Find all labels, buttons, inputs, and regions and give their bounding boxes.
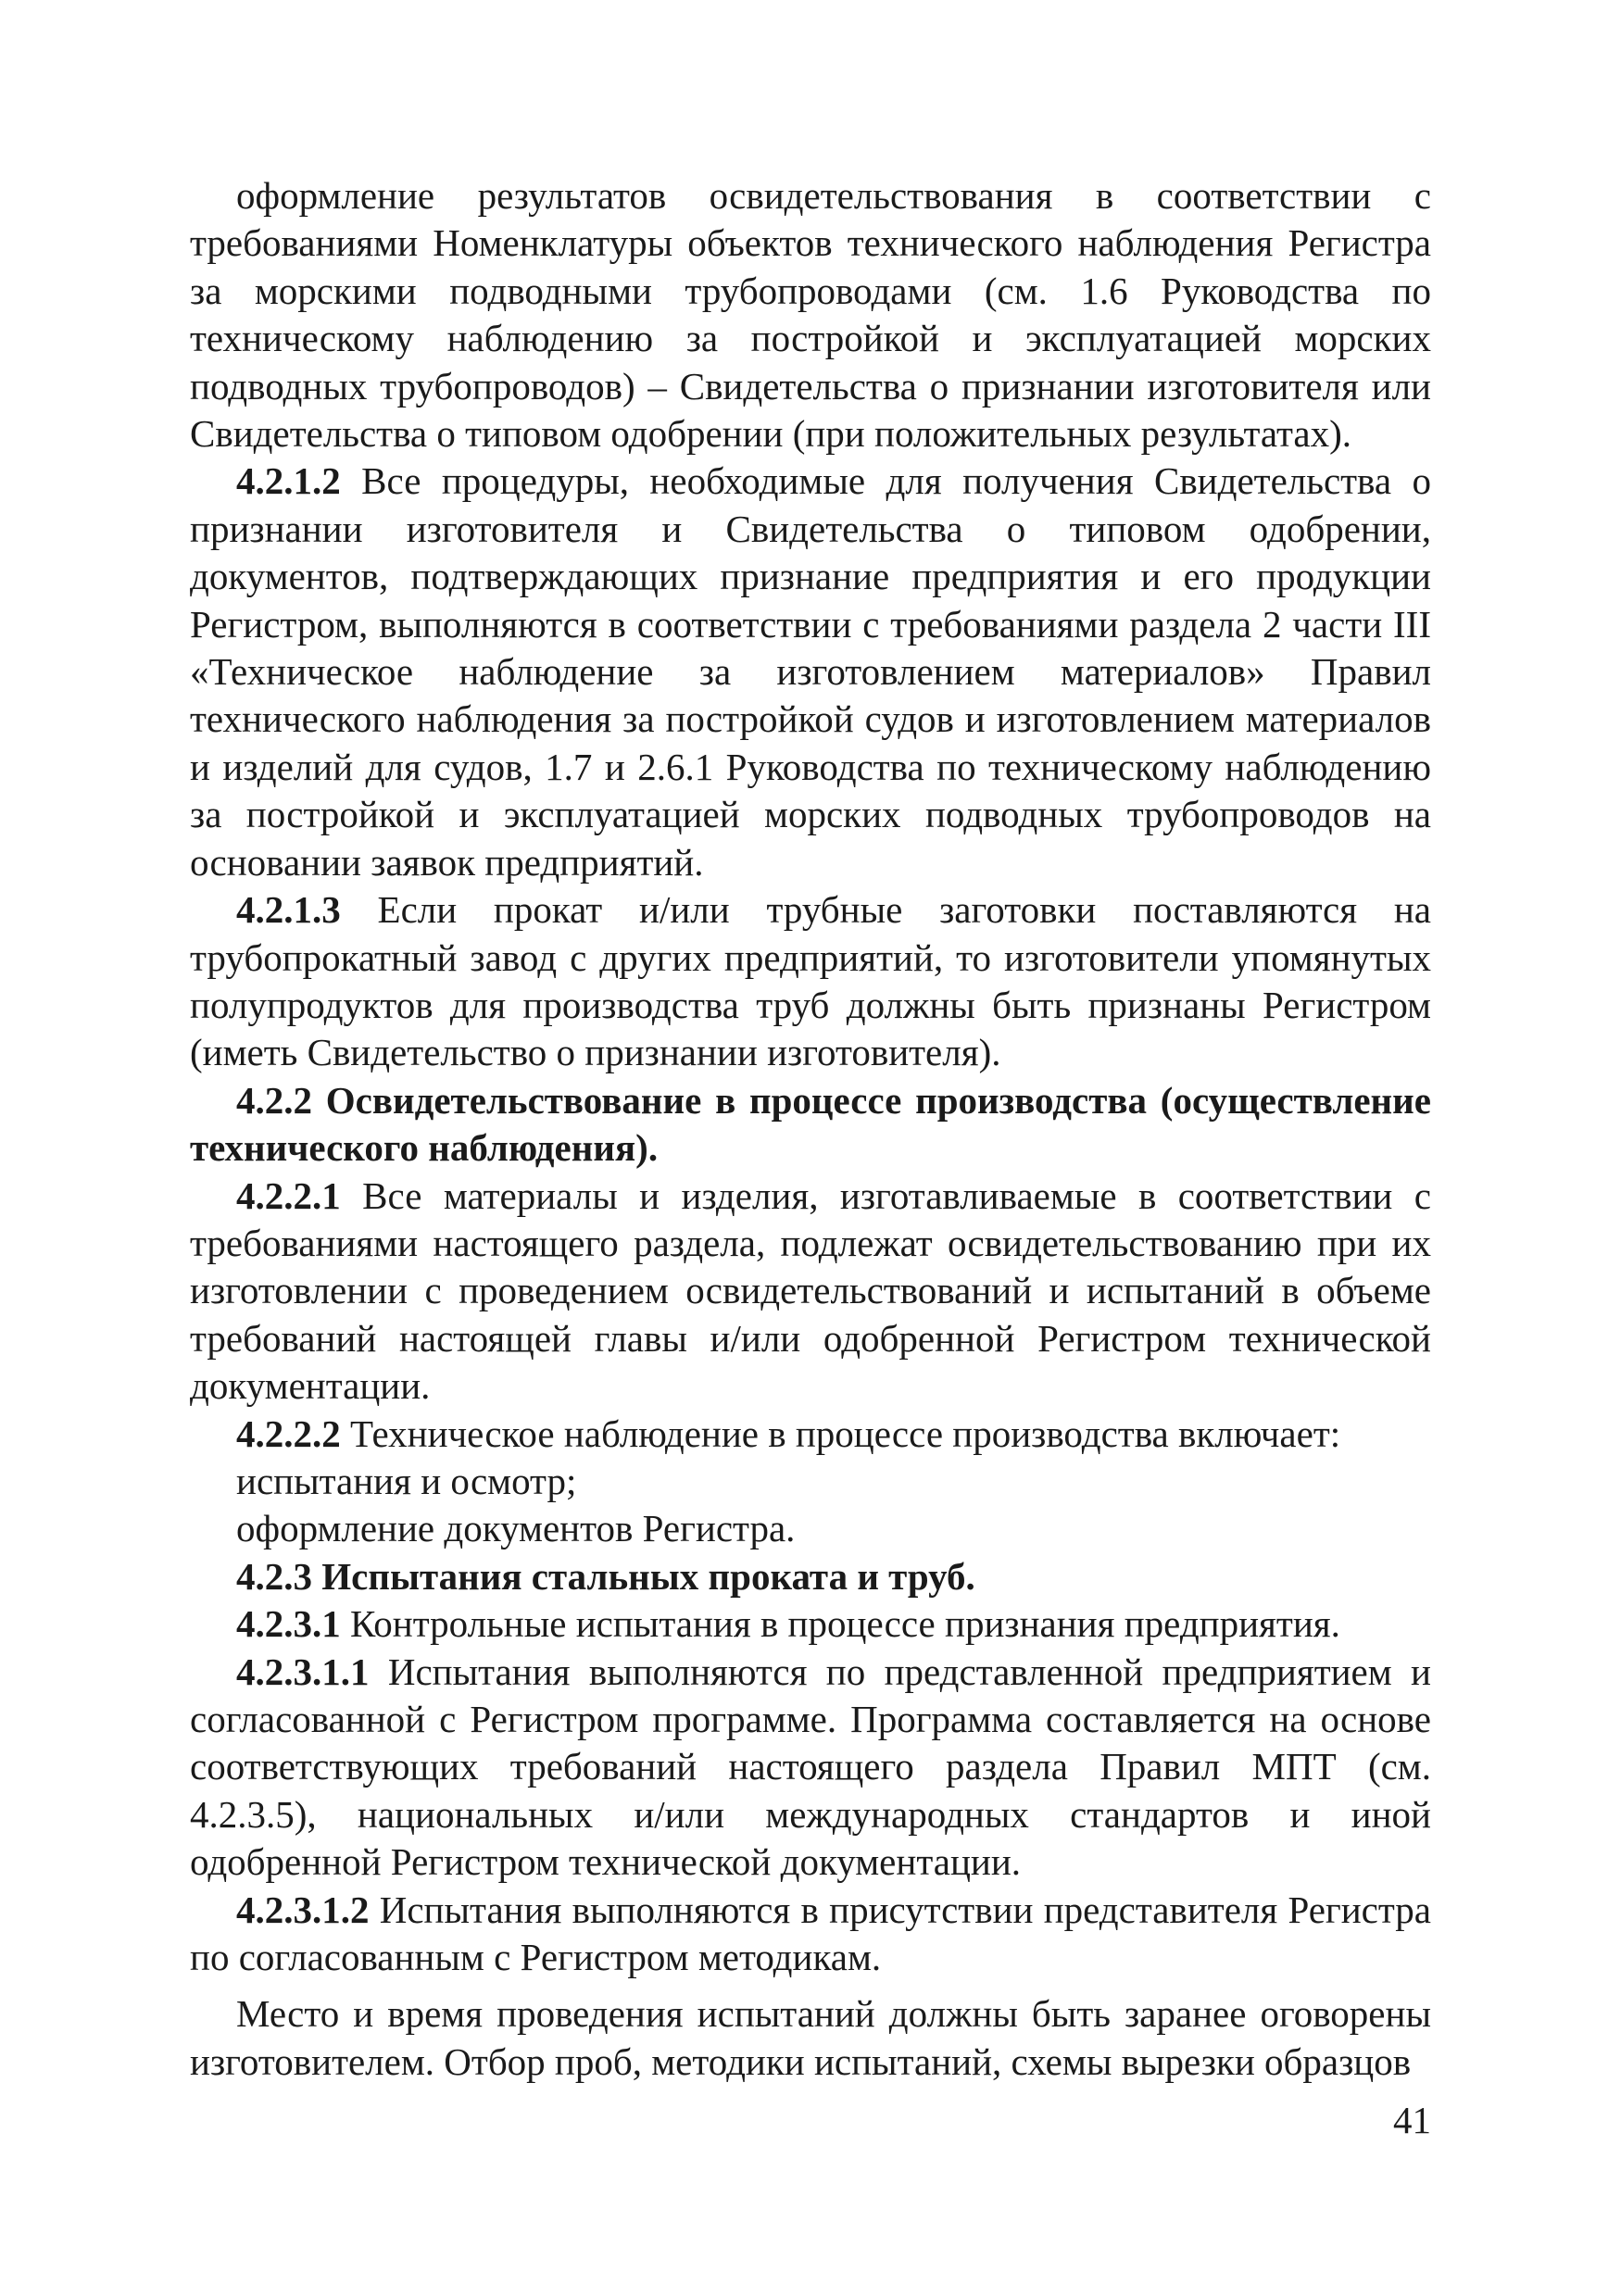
paragraph-4-2-3-1-1 (190, 1649, 1431, 1887)
heading-4-2-3 (190, 1553, 1431, 1600)
paragraph-test-location (190, 1990, 1431, 2086)
page-number: 41 (1393, 2099, 1431, 2141)
section-number: 4.2.2.2 (236, 1411, 341, 1455)
paragraph-text: Техническое наблюдение в процессе производства включает: (340, 1411, 1341, 1455)
section-number: 4.2.2 (236, 1078, 312, 1122)
section-number: 4.2.3 (236, 1554, 312, 1598)
section-number: 4.2.3.1.1 (236, 1650, 370, 1693)
paragraph-4-2-1-3 (190, 886, 1431, 1077)
heading-text: Испытания стальных проката и труб. (312, 1554, 975, 1598)
heading-4-2-2 (190, 1077, 1431, 1173)
paragraph-4-2-2-2 (190, 1411, 1431, 1458)
section-number: 4.2.2.1 (236, 1173, 341, 1217)
paragraph-4-2-2-1 (190, 1173, 1431, 1411)
paragraph-text: оформление результатов освидетельствования в соответствии с требованиями Номенклатуры объектов технического наблюдения Регистра за морскими подводными трубопроводами (см. 1.6 Руководства по техническому наблюдению за постройкой и эксплуатацией морских подводных трубопроводов) – Свидетельства о признании изготовителя или Свидетельства о типовом одобрении (при положительных результатах). (190, 174, 1431, 456)
section-number: 4.2.1.3 (236, 888, 341, 932)
section-number: 4.2.3.1.2 (236, 1888, 370, 1931)
paragraph-4-2-3-1 (190, 1600, 1431, 1648)
paragraph-text: Испытания выполняются по представленной предприятием и согласованной с Регистром программе. Программа составляется на основе соответствующих требований настоящего раздела Правил МПТ (см. 4.2.3.5), национальных и/или международных стандартов и иной одобренной Регистром технической документации. (190, 1650, 1431, 1884)
body-text (190, 172, 1431, 2086)
paragraph-text: испытания и осмотр; (236, 1459, 577, 1502)
section-number: 4.2.3.1 (236, 1602, 341, 1646)
paragraph-text: Все процедуры, необходимые для получения Свидетельства о признании изготовителя и Свидетельства о типовом одобрении, документов, подтверждающих признание предприятия и его продукции Регистром, выполняются в соответствии с требованиями раздела 2 части III «Техническое наблюдение за изготовлением материалов» Правил технического наблюдения за постройкой судов и изготовлением материалов и изделий для судов, 1.7 и 2.6.1 Руководства по техническому наблюдению за постройкой и эксплуатацией морских подводных трубопроводов на основании заявок предприятий. (190, 459, 1431, 884)
paragraph-text: Контрольные испытания в процессе признания предприятия. (340, 1602, 1340, 1646)
paragraph-text: Место и время проведения испытаний должны быть заранее оговорены изготовителем. Отбор проб, методики испытаний, схемы вырезки образцов (190, 1992, 1431, 2083)
list-item-tests (190, 1458, 1431, 1505)
paragraph-4-2-1-2 (190, 458, 1431, 886)
heading-text: Освидетельствование в процессе производства (осуществление технического наблюдения). (190, 1078, 1431, 1170)
paragraph-text: Все материалы и изделия, изготавливаемые в соответствии с требованиями настоящего раздела, подлежат освидетельствованию при их изготовлении с проведением освидетельствований и испытаний в объеме требований настоящей главы и/или одобренной Регистром технической документации. (190, 1173, 1431, 1408)
paragraph-text: оформление документов Регистра. (236, 1507, 796, 1550)
paragraph-certification-results (190, 172, 1431, 458)
paragraph-text: Если прокат и/или трубные заготовки поставляются на трубопрокатный завод с других предприятий, то изготовители упомянутых полупродуктов для производства труб должны быть признаны Регистром (иметь Свидетельство о признании изготовителя). (190, 888, 1431, 1074)
list-item-documents (190, 1505, 1431, 1552)
section-number: 4.2.1.2 (236, 459, 341, 503)
paragraph-4-2-3-1-2 (190, 1887, 1431, 1982)
paragraph-text: Испытания выполняются в присутствии представителя Регистра по согласованным с Регистром методикам. (190, 1888, 1431, 1979)
